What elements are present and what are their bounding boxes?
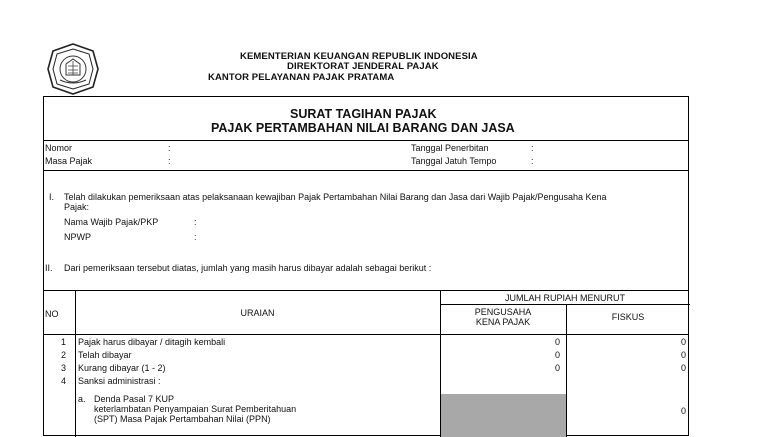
col-pengusaha-header: PENGUSAHA	[474, 307, 532, 317]
sub-a-line3: (SPT) Masa Pajak Pertambahan Nilai (PPN)	[94, 414, 271, 424]
table-row-1-no: 1	[60, 337, 66, 347]
nomor-label: Nomor	[45, 143, 73, 153]
col-no-header: NO	[45, 309, 59, 319]
table-row-3-fiskus: 0	[680, 363, 686, 373]
section-1-marker: I.	[49, 192, 55, 202]
nama-wp-label: Nama Wajib Pajak/PKP	[64, 217, 159, 227]
col-uraian-header: URAIAN	[240, 308, 275, 318]
table-row-2-pengusaha: 0	[554, 350, 560, 360]
office-name: KANTOR PELAYANAN PAJAK PRATAMA	[208, 72, 395, 83]
tanggal-penerbitan-label: Tanggal Penerbitan	[411, 143, 489, 153]
npwp-label: NPWP	[64, 232, 91, 242]
form-title: SURAT TAGIHAN PAJAK	[290, 107, 437, 121]
col-fiskus-header: FISKUS	[611, 312, 645, 322]
table-row-4-uraian: Sanksi administrasi :	[78, 376, 161, 386]
col-pengusaha-header-cont: KENA PAJAK	[475, 317, 531, 327]
table-row-3-uraian: Kurang dibayar (1 - 2)	[78, 363, 166, 373]
masa-pajak-label: Masa Pajak	[45, 156, 93, 166]
tanggal-penerbitan-colon: :	[531, 143, 534, 153]
npwp-colon: :	[194, 232, 197, 242]
table-row-3-no: 3	[60, 363, 66, 373]
table-row-2-fiskus: 0	[680, 350, 686, 360]
directorate-name: DIREKTORAT JENDERAL PAJAK	[287, 61, 439, 72]
tanggal-jatuh-tempo-colon: :	[531, 156, 534, 166]
sub-a-line1: Denda Pasal 7 KUP	[94, 394, 175, 404]
nama-wp-colon: :	[194, 217, 197, 227]
table-row-4-no: 4	[60, 376, 66, 386]
masa-pajak-colon: :	[168, 156, 171, 166]
table-row-1-fiskus: 0	[680, 337, 686, 347]
section-2-text: Dari pemeriksaan tersebut diatas, jumlah yang masih harus dibayar adalah sebagai berikut :	[64, 263, 432, 273]
section-1-text: Telah dilakukan pemeriksaan atas pelaksanaan kewajiban Pajak Pertambahan Nilai Barang dan Jasa dari Wajib Pajak/Pengusaha Kena	[64, 192, 607, 202]
table-row-3-pengusaha: 0	[554, 363, 560, 373]
table-row-1-uraian: Pajak harus dibayar / ditagih kembali	[78, 337, 226, 347]
sub-a-fiskus: 0	[680, 406, 686, 416]
nomor-colon: :	[168, 143, 171, 153]
sub-a-line2: keterlambatan Penyampaian Surat Pemberitahuan	[94, 404, 297, 414]
ministry-name: KEMENTERIAN KEUANGAN REPUBLIK INDONESIA	[240, 51, 478, 62]
col-jumlah-header: JUMLAH RUPIAH MENURUT	[504, 293, 625, 303]
tanggal-jatuh-tempo-label: Tanggal Jatuh Tempo	[411, 156, 497, 166]
form-subtitle: PAJAK PERTAMBAHAN NILAI BARANG DAN JASA	[211, 121, 515, 135]
table-row-2-no: 2	[60, 350, 66, 360]
section-1-text-cont: Pajak:	[64, 202, 90, 212]
stp-form	[43, 96, 689, 436]
section-2-marker: II.	[45, 263, 53, 273]
table-row-1-pengusaha: 0	[554, 337, 560, 347]
shaded-cell	[441, 394, 566, 437]
kemenkeu-emblem-icon	[46, 42, 100, 96]
table-row-2-uraian: Telah dibayar	[78, 350, 132, 360]
sub-a-marker: a.	[78, 394, 86, 404]
